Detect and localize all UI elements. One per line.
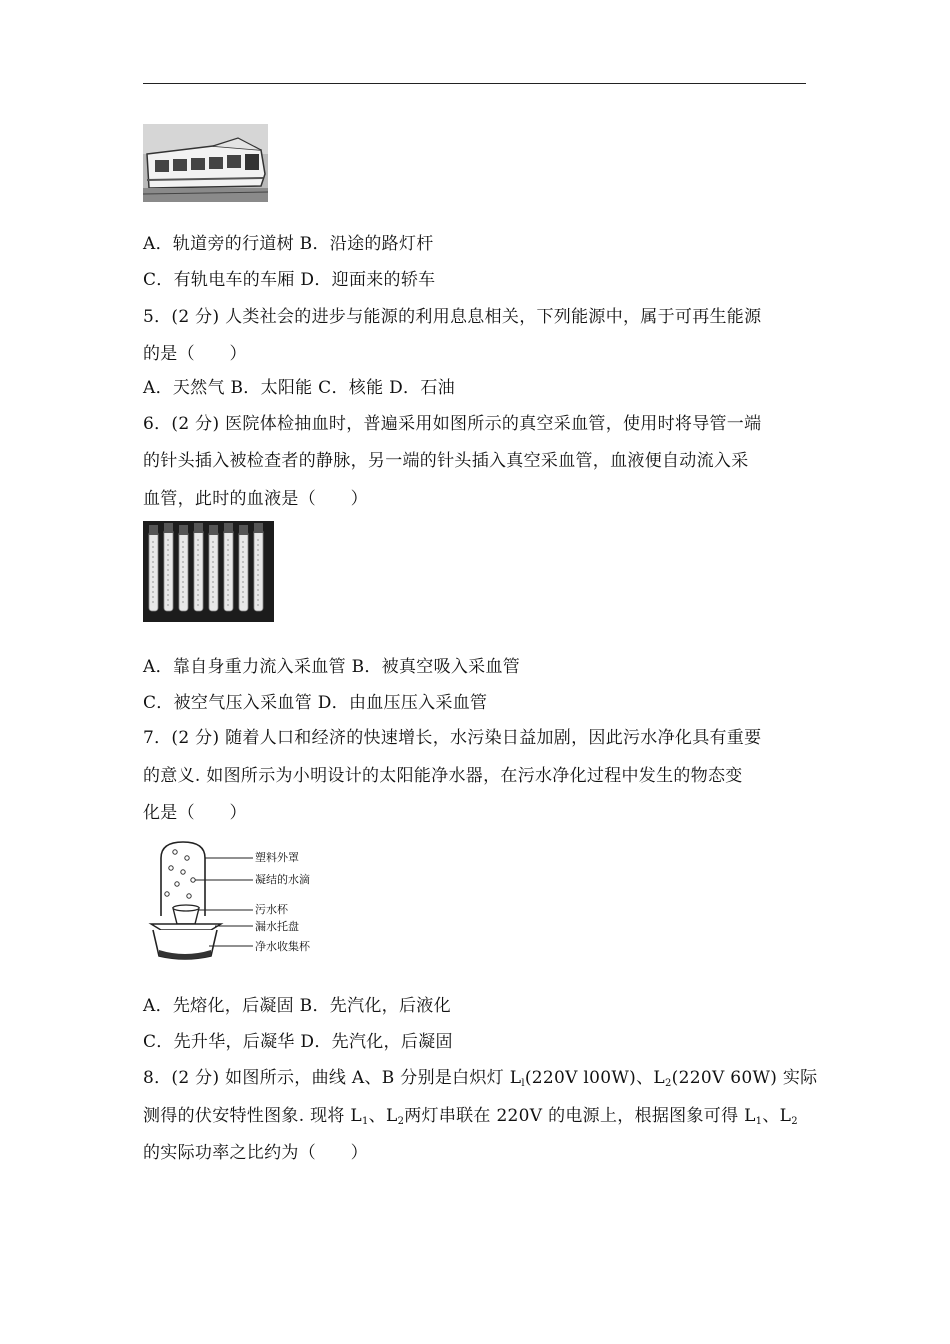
q7-options-cd: C．先升华，后凝华 D．先汽化，后凝固 bbox=[143, 1032, 453, 1052]
tram-photo bbox=[143, 124, 268, 202]
q5-stem-line2: 的是（ ） bbox=[143, 344, 247, 364]
header-rule bbox=[143, 83, 806, 84]
q7-stem-line2: 的意义. 如图所示为小明设计的太阳能净水器，在污水净化过程中发生的物态变 bbox=[143, 766, 743, 786]
purifier-label-dirty-cup: 污水杯 bbox=[255, 903, 288, 916]
q6-stem-line2: 的针头插入被检查者的静脉，另一端的针头插入真空采血管，血液便自动流入采 bbox=[143, 451, 749, 471]
q6-options-ab: A．靠自身重力流入采血管 B．被真空吸入采血管 bbox=[143, 657, 521, 677]
purifier-label-collector: 净水收集杯 bbox=[255, 940, 310, 953]
q7-options-ab: A．先熔化，后凝固 B．先汽化，后液化 bbox=[143, 996, 451, 1016]
q8-stem-line2: 测得的伏安特性图象. 现将 $L_1$、$L_2$两灯串联在 220V 的电源上，根据图象可得 $L_1$、$L_2$ bbox=[143, 1106, 798, 1127]
q4-options-cd: C．有轨电车的车厢 D．迎面来的轿车 bbox=[143, 270, 436, 290]
q6-options-cd: C．被空气压入采血管 D．由血压压入采血管 bbox=[143, 693, 488, 713]
q5-options: A．天然气 B．太阳能 C．核能 D．石油 bbox=[143, 378, 455, 398]
q4-options-ab: A．轨道旁的行道树 B．沿途的路灯杆 bbox=[143, 234, 434, 254]
q8-stem-line3: 的实际功率之比约为（ ） bbox=[143, 1143, 368, 1163]
purifier-label-droplets: 凝结的水滴 bbox=[255, 873, 310, 886]
purifier-label-cover: 塑料外罩 bbox=[255, 851, 299, 864]
blood-tubes-photo bbox=[143, 521, 274, 622]
purifier-label-tray: 漏水托盘 bbox=[255, 920, 299, 933]
q8-stem-line1: 8．(2 分) 如图所示，曲线 A、B 分别是白炽灯 $L_l(220V$ l00W)、$L_2(220V$ 60W) 实际 bbox=[143, 1068, 818, 1089]
q7-stem-line1: 7．(2 分) 随着人口和经济的快速增长，水污染日益加剧，因此污水净化具有重要 bbox=[143, 728, 762, 748]
q7-stem-line3: 化是（ ） bbox=[143, 803, 247, 823]
q6-stem-line3: 血管，此时的血液是（ ） bbox=[143, 489, 368, 509]
q5-stem-line1: 5．(2 分) 人类社会的进步与能源的利用息息相关，下列能源中，属于可再生能源 bbox=[143, 307, 762, 327]
q6-stem-line1: 6．(2 分) 医院体检抽血时，普遍采用如图所示的真空采血管，使用时将导管一端 bbox=[143, 414, 762, 434]
